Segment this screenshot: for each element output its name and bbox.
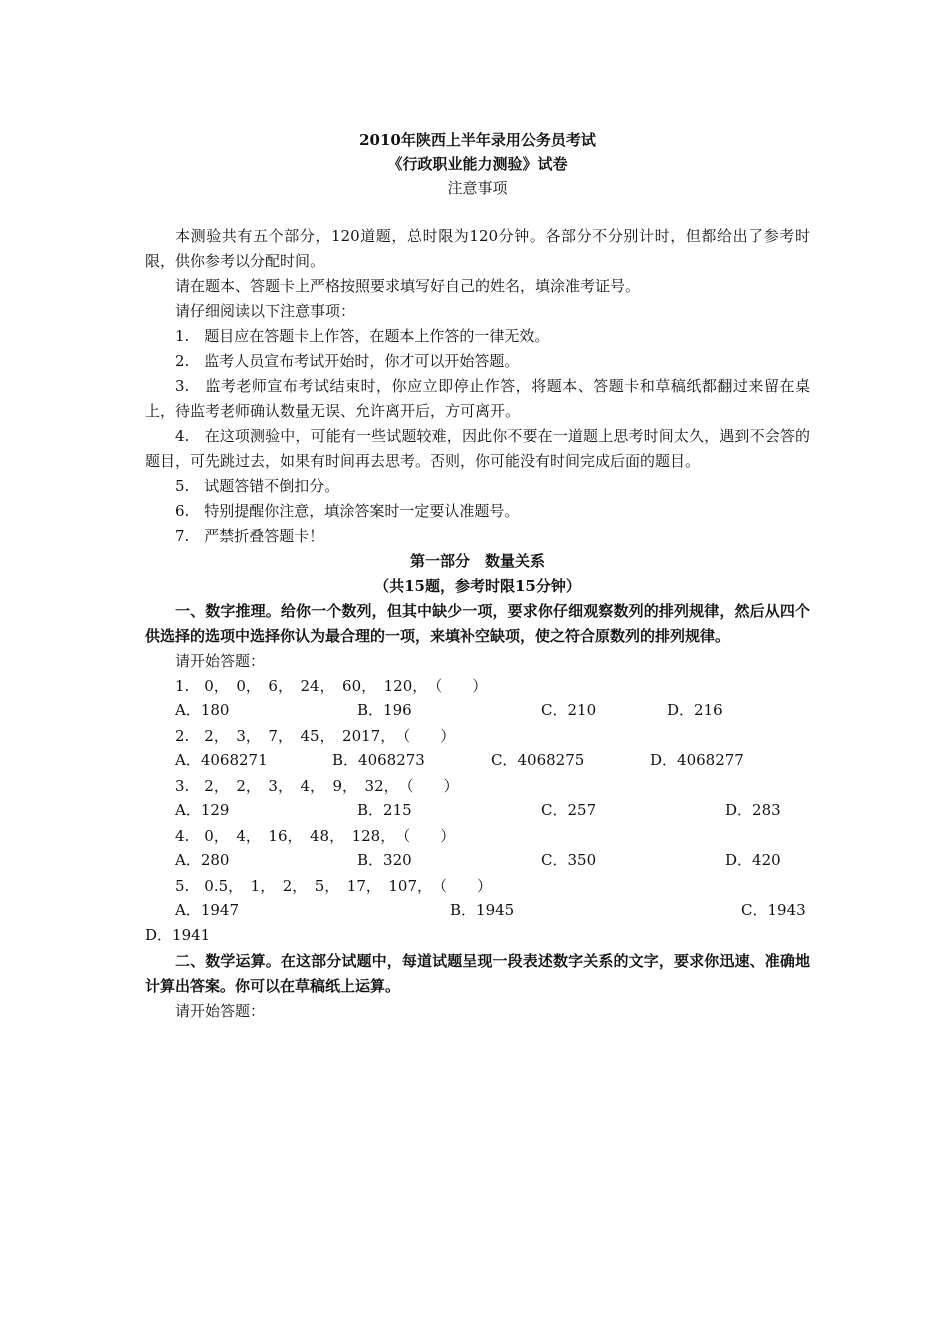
notice-item: 5. 试题答错不倒扣分。 bbox=[175, 477, 340, 495]
notice-heading: 注意事项 bbox=[447, 179, 508, 197]
question-stem: 5. 0.5， 1， 2， 5， 17， 107， （ ） bbox=[175, 877, 493, 895]
exam-subtitle: 《行政职业能力测验》试卷 bbox=[387, 155, 568, 173]
option-a: A．1947 bbox=[175, 901, 240, 919]
section-instruction: 二、数学运算。在这部分试题中，每道试题呈现一段表述数字关系的文字，要求你迅速、准确地计算出答案。你可以在草稿纸上运算。 bbox=[145, 952, 810, 995]
question-options bbox=[145, 799, 810, 824]
question-options bbox=[145, 849, 810, 874]
option-d: D．1941 bbox=[145, 926, 211, 944]
question-options bbox=[145, 899, 810, 924]
part-heading: 第一部分 数量关系 bbox=[409, 552, 545, 570]
notice-item: 6. 特别提醒你注意，填涂答案时一定要认准题号。 bbox=[175, 502, 520, 520]
option-d: D．420 bbox=[725, 851, 781, 869]
option-c: C．210 bbox=[541, 701, 597, 719]
option-b: B．320 bbox=[357, 851, 412, 869]
option-c: C．4068275 bbox=[491, 751, 585, 769]
notice-item: 1. 题目应在答题卡上作答，在题本上作答的一律无效。 bbox=[175, 327, 550, 345]
option-c: C．350 bbox=[541, 851, 597, 869]
option-d: D．4068277 bbox=[650, 751, 744, 769]
option-a: A．280 bbox=[175, 851, 230, 869]
option-c: C．1943 bbox=[741, 901, 806, 919]
part-subheading: （共15题，参考时限15分钟） bbox=[374, 577, 581, 595]
question-stem: 4. 0， 4， 16， 48， 128， （ ） bbox=[175, 827, 456, 845]
intro-paragraph: 请在题本、答题卡上严格按照要求填写好自己的姓名，填涂准考证号。 bbox=[175, 277, 641, 295]
question-options bbox=[145, 699, 810, 724]
exam-title: 2010年陕西上半年录用公务员考试 bbox=[359, 131, 596, 149]
option-c: C．257 bbox=[541, 801, 597, 819]
notice-item: 7. 严禁折叠答题卡！ bbox=[175, 527, 325, 545]
begin-label: 请开始答题： bbox=[175, 1002, 266, 1020]
option-b: B．1945 bbox=[450, 901, 515, 919]
notice-item: 4. 在这项测验中，可能有一些试题较难，因此你不要在一道题上思考时间太久，遇到不会答的题目，可先跳过去，如果有时间再去思考。否则，你可能没有时间完成后面的题目。 bbox=[145, 427, 810, 470]
option-b: B．4068273 bbox=[332, 751, 425, 769]
intro-paragraph: 请仔细阅读以下注意事项： bbox=[175, 302, 356, 320]
notice-item: 2. 监考人员宣布考试开始时，你才可以开始答题。 bbox=[175, 352, 520, 370]
question-stem: 1. 0， 0， 6， 24， 60， 120， （ ） bbox=[175, 677, 488, 695]
option-b: B．196 bbox=[357, 701, 412, 719]
begin-label: 请开始答题： bbox=[175, 652, 266, 670]
question-options bbox=[145, 749, 810, 774]
notice-item: 3. 监考老师宣布考试结束时，你应立即停止作答，将题本、答题卡和草稿纸都翻过来留在桌上，待监考老师确认数量无误、允许离开后，方可离开。 bbox=[145, 377, 810, 420]
option-d: D．216 bbox=[667, 701, 723, 719]
option-d: D．283 bbox=[725, 801, 781, 819]
section-instruction: 一、数字推理。给你一个数列，但其中缺少一项，要求你仔细观察数列的排列规律，然后从四个供选择的选项中选择你认为最合理的一项，来填补空缺项，使之符合原数列的排列规律。 bbox=[145, 602, 810, 645]
option-a: A．129 bbox=[175, 801, 230, 819]
option-a: A．4068271 bbox=[175, 751, 268, 769]
option-a: A．180 bbox=[175, 701, 230, 719]
option-b: B．215 bbox=[357, 801, 412, 819]
question-options-wrap bbox=[145, 924, 810, 949]
intro-paragraph: 本测验共有五个部分，120道题，总时限为120分钟。各部分不分别计时，但都给出了参考时限，供你参考以分配时间。 bbox=[145, 227, 810, 270]
question-stem: 2. 2， 3， 7， 45， 2017， （ ） bbox=[175, 727, 456, 745]
page-content bbox=[145, 128, 810, 1024]
question-stem: 3. 2， 2， 3， 4， 9， 32， （ ） bbox=[175, 777, 459, 795]
